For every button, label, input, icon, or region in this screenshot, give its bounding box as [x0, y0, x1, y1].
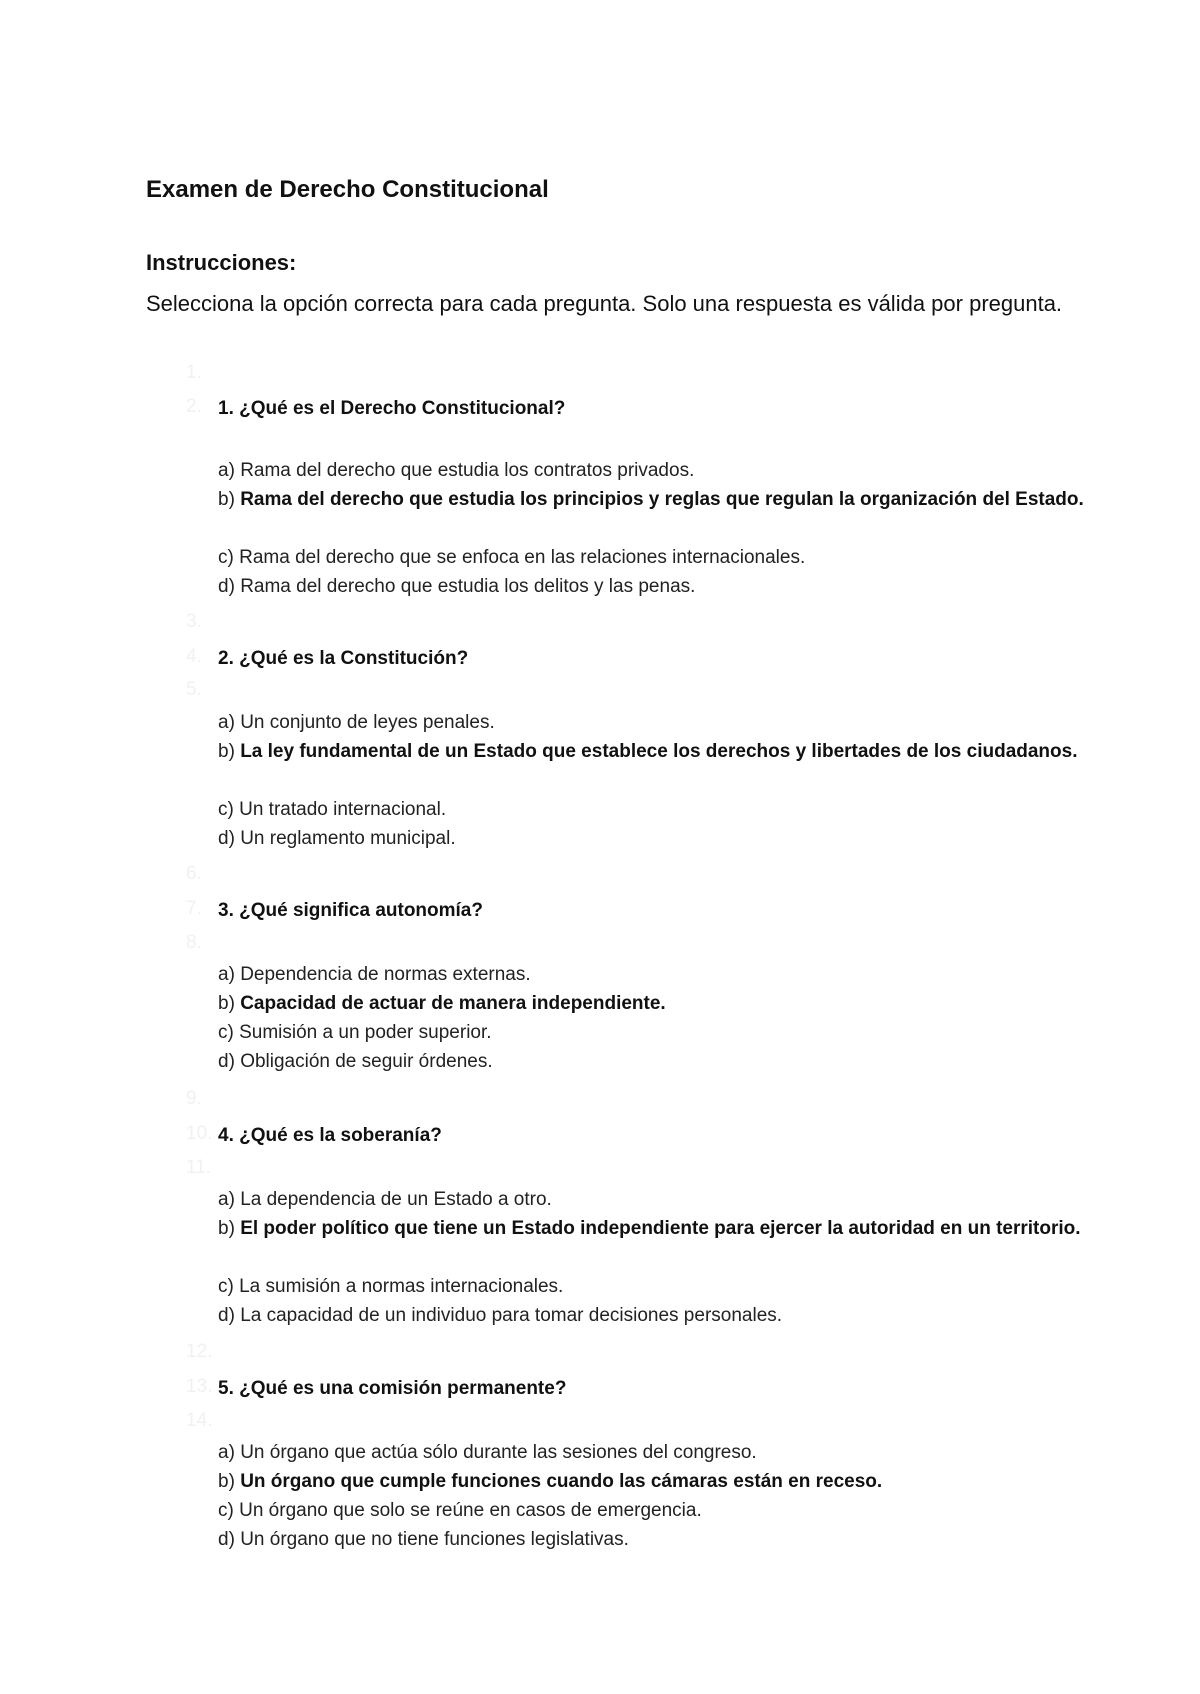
option-letter: a)	[218, 1189, 241, 1210]
instructions-heading: Instrucciones:	[146, 250, 297, 275]
option-4a	[218, 1185, 1088, 1214]
correct-answer-text: La ley fundamental de un Estado que establece los derechos y libertades de los ciudadanos.	[240, 741, 1078, 762]
option-letter: a)	[218, 460, 241, 481]
option-1c	[218, 543, 1088, 572]
option-4c	[218, 1272, 1088, 1301]
correct-answer-text: El poder político que tiene un Estado independiente para ejercer la autoridad en un territorio.	[240, 1218, 1081, 1239]
option-letter: d)	[218, 1305, 241, 1326]
correct-answer-text: Capacidad de actuar de manera independiente.	[240, 993, 666, 1014]
ghost-number: 2.	[186, 396, 202, 417]
option-1b	[218, 485, 1088, 514]
option-letter: b)	[218, 489, 241, 510]
option-letter: d)	[218, 1529, 241, 1550]
option-5b	[218, 1467, 1088, 1496]
option-text: Rama del derecho que estudia los contratos privados.	[240, 460, 695, 481]
option-text: Un órgano que solo se reúne en casos de emergencia.	[239, 1500, 702, 1521]
option-letter: b)	[218, 1218, 241, 1239]
option-letter: a)	[218, 712, 241, 733]
option-letter: a)	[218, 1442, 241, 1463]
instructions-text: Selecciona la opción correcta para cada pregunta. Solo una respuesta es válida por pregunta.	[146, 291, 1063, 316]
option-3d	[218, 1047, 1088, 1076]
ghost-number: 14.	[186, 1410, 213, 1431]
ghost-number: 8.	[186, 932, 202, 953]
option-text: La dependencia de un Estado a otro.	[240, 1189, 552, 1210]
question-3: 3. ¿Qué significa autonomía?	[218, 900, 483, 921]
option-text: Dependencia de normas externas.	[240, 964, 531, 985]
option-letter: c)	[218, 1276, 240, 1297]
option-text: Sumisión a un poder superior.	[239, 1022, 492, 1043]
option-letter: c)	[218, 547, 240, 568]
option-text: La sumisión a normas internacionales.	[239, 1276, 564, 1297]
ghost-number: 9.	[186, 1088, 202, 1109]
option-4d	[218, 1301, 1088, 1330]
option-2b	[218, 737, 1088, 766]
ghost-number: 4.	[186, 646, 202, 667]
option-3c	[218, 1018, 1088, 1047]
ghost-number: 11.	[186, 1157, 212, 1178]
option-3b	[218, 989, 1088, 1018]
option-letter: d)	[218, 828, 241, 849]
question-5: 5. ¿Qué es una comisión permanente?	[218, 1378, 567, 1399]
option-text: Rama del derecho que se enfoca en las relaciones internacionales.	[239, 547, 806, 568]
option-1a	[218, 456, 1088, 485]
option-letter: d)	[218, 576, 241, 597]
ghost-number: 12.	[186, 1341, 213, 1362]
option-2c	[218, 795, 1088, 824]
ghost-number: 13.	[186, 1376, 213, 1397]
page-title: Examen de Derecho Constitucional	[146, 176, 549, 203]
ghost-number: 7.	[186, 898, 202, 919]
correct-answer-text: Un órgano que cumple funciones cuando las cámaras están en receso.	[240, 1471, 883, 1492]
question-4: 4. ¿Qué es la soberanía?	[218, 1125, 442, 1146]
option-text: Un reglamento municipal.	[240, 828, 456, 849]
option-text: Un tratado internacional.	[239, 799, 447, 820]
question-2: 2. ¿Qué es la Constitución?	[218, 648, 469, 669]
ghost-number: 6.	[186, 863, 202, 884]
option-text: Obligación de seguir órdenes.	[240, 1051, 493, 1072]
ghost-number: 5.	[186, 679, 202, 700]
option-4b	[218, 1214, 1088, 1243]
option-letter: c)	[218, 799, 240, 820]
option-1d	[218, 572, 1088, 601]
option-2d	[218, 824, 1088, 853]
option-3a	[218, 960, 1088, 989]
ghost-number: 1.	[186, 362, 202, 383]
option-text: Rama del derecho que estudia los delitos y las penas.	[240, 576, 696, 597]
option-letter: b)	[218, 1471, 241, 1492]
option-2a	[218, 708, 1088, 737]
ghost-number: 3.	[186, 611, 202, 632]
option-text: Un órgano que no tiene funciones legislativas.	[240, 1529, 629, 1550]
option-text: Un conjunto de leyes penales.	[240, 712, 495, 733]
correct-answer-text: Rama del derecho que estudia los principios y reglas que regulan la organización del Estado.	[240, 489, 1084, 510]
option-letter: b)	[218, 993, 241, 1014]
option-text: La capacidad de un individuo para tomar decisiones personales.	[240, 1305, 783, 1326]
ghost-number: 10.	[186, 1123, 213, 1144]
option-5a	[218, 1438, 1088, 1467]
option-letter: d)	[218, 1051, 241, 1072]
option-letter: c)	[218, 1500, 240, 1521]
option-letter: a)	[218, 964, 241, 985]
option-letter: b)	[218, 741, 241, 762]
option-5d	[218, 1525, 1088, 1554]
option-letter: c)	[218, 1022, 240, 1043]
question-1: 1. ¿Qué es el Derecho Constitucional?	[218, 398, 566, 419]
option-text: Un órgano que actúa sólo durante las sesiones del congreso.	[240, 1442, 757, 1463]
option-5c	[218, 1496, 1088, 1525]
